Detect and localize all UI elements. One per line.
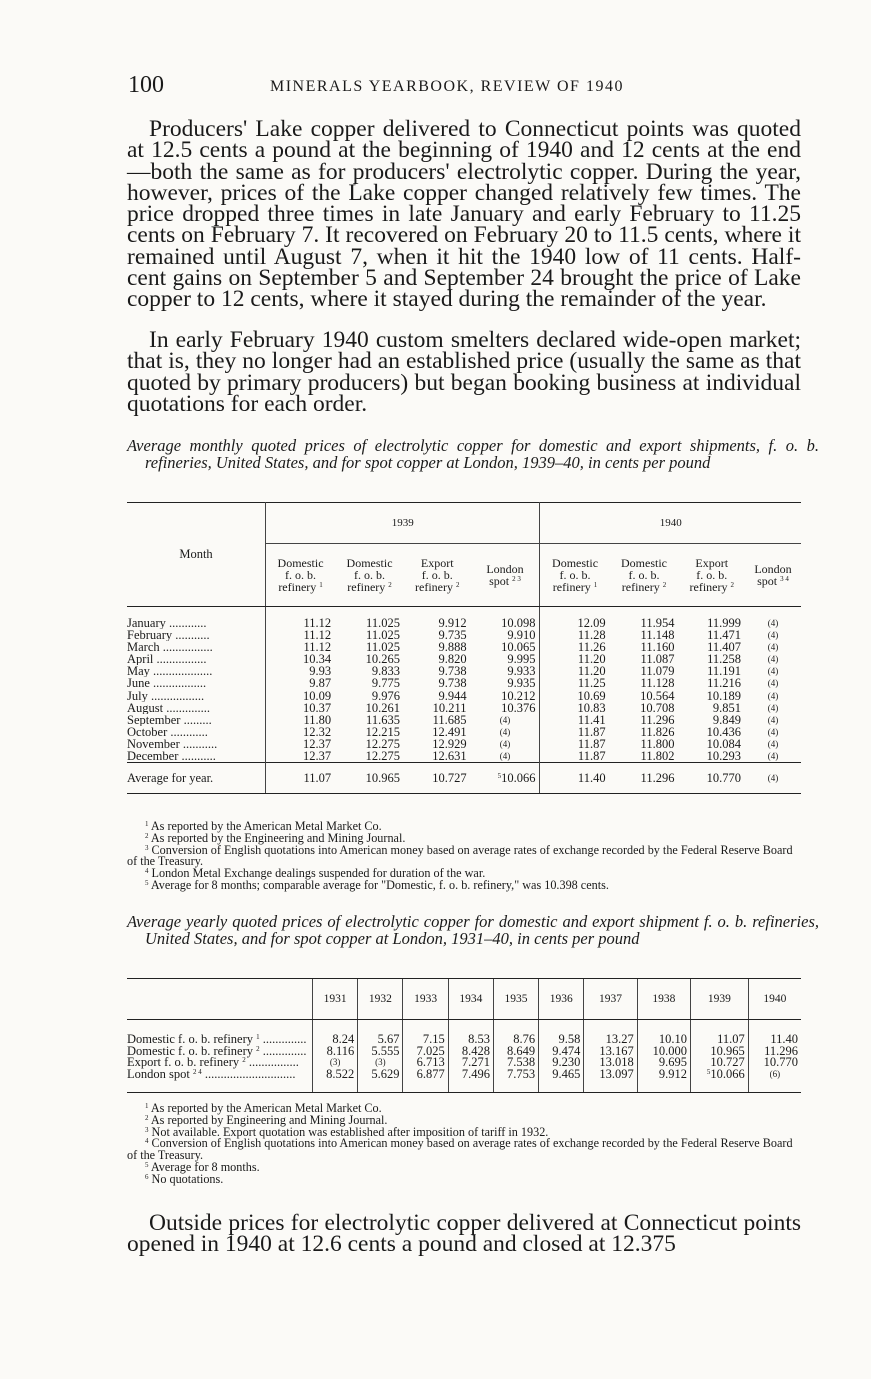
average-cell: 10.965: [335, 763, 404, 794]
paragraph-lake-copper: Producers' Lake copper delivered to Connecticut points was quoted at 12.5 cents a pound at the beginning of 1940 and 12 cents at the end—both the same as for producers' electrolytic copper. During the year, however, prices of the Lake copper changed relatively few times. The price dropped three times in late January and early February to 11.25 cents on February 7. It recovered on February 20 to 11.5 cents, where it remained until August 7, when it hit the 1940 low of 11 cents. Half-cent gains on September 5 and September 24 brought the price of Lake copper to 12 cents, where it stayed during the remainder of the year.: [127, 116, 801, 313]
price-cell: 11.87: [577, 724, 606, 739]
price-cell: 11.28: [577, 628, 606, 643]
price-cell: 11.635: [366, 712, 400, 727]
price-cell: 12.929: [432, 736, 467, 751]
footnote: $^4$ Conversion of English quotations into American money based on average rates of exchange recorded by the Federal Reserve Board of the Treasury.: [127, 1136, 793, 1163]
price-cell: 7.496: [448, 1069, 493, 1093]
price-cell: 12.32: [302, 724, 332, 739]
column-header: Domestic f. o. b. refinery $^2$: [335, 544, 404, 607]
column-header: Export f. o. b. refinery $^2$: [678, 544, 745, 607]
price-cell: 10.564: [640, 688, 675, 703]
price-cell: 5.67: [358, 1020, 403, 1046]
year-column-header: 1938: [637, 979, 690, 1020]
price-cell: 10.376: [471, 702, 540, 714]
price-cell: 11.12: [303, 628, 332, 643]
footnote: $^5$ Average for 8 months.: [145, 1159, 260, 1174]
price-cell: 10.69: [577, 688, 606, 703]
price-cell: 12.275: [365, 749, 400, 764]
paragraph-custom-smelters: In early February 1940 custom smelters declared wide-open market; that is, they no longer had an established price (usually the same as that quoted by primary producers) but began booking business at individual quotations for each order.: [127, 327, 801, 417]
price-cell: 9.910: [471, 629, 540, 641]
month-label: November ...........: [127, 738, 266, 750]
table-row: [127, 1069, 801, 1093]
year-group-1939: 1939: [266, 503, 540, 544]
price-cell: 10.09: [302, 688, 332, 703]
price-cell: 10.098: [471, 607, 540, 630]
price-cell: 9.912: [438, 616, 467, 630]
price-cell: 9.912: [637, 1069, 690, 1093]
price-cell: 7.753: [493, 1069, 538, 1093]
average-cell: 11.07: [266, 763, 336, 794]
price-cell: 11.26: [577, 640, 606, 655]
price-cell: 10.261: [365, 700, 400, 715]
year-column-header: 1937: [584, 979, 637, 1020]
price-cell: 11.41: [577, 712, 606, 727]
price-cell: 11.80: [303, 712, 332, 727]
price-cell: 10.10: [637, 1020, 690, 1046]
price-cell: 11.87: [577, 749, 606, 764]
price-cell: 11.160: [640, 640, 675, 655]
row-label: Domestic f. o. b. refinery $^1$ ..............: [127, 1032, 307, 1046]
price-cell: 8.76: [493, 1020, 538, 1046]
price-cell: 8.24: [313, 1020, 358, 1046]
price-cell: 7.025: [403, 1046, 448, 1058]
price-cell: (4): [767, 738, 779, 749]
price-cell: (4): [767, 678, 779, 689]
month-label: December ...........: [127, 750, 266, 763]
table-row: [127, 702, 801, 714]
price-cell: 9.833: [371, 664, 400, 679]
table-row: [127, 1020, 801, 1046]
row-label: Domestic f. o. b. refinery $^2$ ..............: [127, 1043, 307, 1058]
table-row: [127, 607, 801, 630]
price-cell: 9.93: [309, 664, 332, 679]
price-cell: 11.191: [707, 664, 742, 679]
price-cell: 9.474: [539, 1046, 584, 1058]
price-cell: (4): [767, 642, 779, 653]
price-cell: 13.097: [584, 1069, 637, 1093]
average-cell: 10.770: [678, 763, 745, 794]
price-cell: 9.738: [438, 676, 467, 691]
price-cell: 9.976: [371, 688, 400, 703]
price-cell: 10.189: [706, 688, 742, 703]
footnote: $^6$ No quotations.: [145, 1171, 224, 1186]
price-cell: 11.128: [640, 676, 675, 691]
price-cell: 10.000: [637, 1046, 690, 1058]
price-cell: 11.079: [640, 664, 675, 679]
price-cell: 10.265: [365, 652, 400, 667]
month-label: August ..............: [127, 702, 266, 714]
price-cell: 11.296: [748, 1046, 801, 1058]
footnote: $^4$ London Metal Exchange dealings suspended for duration of the war.: [145, 866, 486, 881]
price-cell: 5.555: [358, 1046, 403, 1058]
price-cell: (4): [767, 654, 779, 665]
month-label: March ................: [127, 641, 266, 653]
price-cell: 10.83: [577, 700, 606, 715]
price-cell: 12.275: [365, 736, 400, 751]
price-cell: 9.87: [309, 676, 332, 691]
footnote: $^1$ As reported by the American Metal Market Co.: [145, 819, 382, 833]
price-cell: (4): [767, 618, 779, 628]
price-cell: 11.826: [640, 724, 675, 739]
price-cell: 12.37: [302, 736, 332, 751]
price-cell: 11.025: [366, 628, 400, 643]
price-cell: (4): [471, 738, 540, 750]
price-cell: 13.018: [584, 1057, 637, 1069]
price-cell: 9.695: [637, 1057, 690, 1069]
price-cell: (4): [471, 726, 540, 738]
column-header: Domestic f. o. b. refinery $^1$: [540, 544, 610, 607]
price-cell: (4): [471, 750, 540, 763]
price-cell: 11.471: [707, 628, 742, 643]
price-cell: 9.775: [371, 676, 400, 691]
price-cell: 11.954: [640, 616, 675, 630]
price-cell: (3): [358, 1057, 403, 1069]
price-cell: 12.215: [365, 724, 400, 739]
month-label: October ............: [127, 726, 266, 738]
footnote: $^3$ Conversion of English quotations into American money based on average rates of exchange recorded by the Federal Reserve Board of the Treasury.: [127, 842, 793, 869]
price-cell: 10.212: [471, 690, 540, 702]
table1-caption: Average monthly quoted prices of electrolytic copper for domestic and export shipments, f. o. b. refineries, United States, and for spot copper at London, 1939–40, in cents per pound: [127, 436, 819, 472]
price-cell: (3): [313, 1057, 358, 1069]
price-cell: 8.649: [493, 1046, 538, 1058]
price-cell: 11.025: [366, 640, 400, 655]
price-cell: 8.522: [313, 1069, 358, 1093]
price-cell: 9.888: [438, 640, 467, 655]
price-cell: 6.877: [403, 1069, 448, 1093]
price-cell: 9.935: [471, 677, 540, 689]
price-cell: (4): [767, 702, 779, 713]
table1-footnotes: [127, 821, 801, 892]
row-label: Export f. o. b. refinery $^2$ ................: [127, 1055, 299, 1069]
price-cell: 11.087: [640, 652, 675, 667]
price-cell: 7.271: [448, 1057, 493, 1069]
price-cell: 13.27: [584, 1020, 637, 1046]
price-cell: 11.216: [707, 676, 742, 691]
year-column-header: 1931: [313, 979, 358, 1020]
price-cell: 12.491: [432, 724, 467, 739]
price-cell: 11.999: [707, 616, 742, 630]
price-cell: 5.629: [358, 1069, 403, 1093]
price-cell: 8.116: [313, 1046, 358, 1058]
price-cell: 10.770: [748, 1057, 801, 1069]
price-cell: 9.933: [471, 665, 540, 677]
price-cell: 9.230: [539, 1057, 584, 1069]
price-cell: 10.965: [690, 1046, 748, 1058]
price-cell: (6): [748, 1069, 801, 1093]
price-cell: 11.296: [640, 712, 675, 727]
monthly-prices-table: [127, 502, 801, 794]
price-cell: 9.849: [712, 712, 742, 727]
price-cell: 11.87: [577, 736, 606, 751]
price-cell: 9.735: [438, 628, 467, 643]
price-cell: 9.58: [539, 1020, 584, 1046]
average-cell: 11.40: [540, 763, 610, 794]
year-column-header: 1935: [493, 979, 538, 1020]
footnote: $^5$ Average for 8 months; comparable average for "Domestic, f. o. b. refinery," was 10.398 cents.: [145, 877, 609, 892]
price-cell: 11.20: [577, 664, 606, 679]
price-cell: 10.727: [690, 1057, 748, 1069]
year-column-header: 1934: [448, 979, 493, 1020]
price-cell: 11.685: [432, 712, 467, 727]
price-cell: (4): [767, 666, 779, 677]
year-column-header: 1933: [403, 979, 448, 1020]
price-cell: $^5$10.066: [690, 1069, 748, 1093]
running-title: MINERALS YEARBOOK, REVIEW OF 1940: [270, 78, 624, 95]
price-cell: 11.12: [303, 640, 332, 655]
year-column-header: 1932: [358, 979, 403, 1020]
price-cell: 6.713: [403, 1057, 448, 1069]
price-cell: 11.800: [640, 736, 675, 751]
price-cell: 8.428: [448, 1046, 493, 1058]
month-label: July .................: [127, 690, 266, 702]
month-label: February ...........: [127, 629, 266, 641]
year-column-header: 1936: [539, 979, 584, 1020]
column-header: Export f. o. b. refinery $^2$: [404, 544, 471, 607]
price-cell: (4): [767, 630, 779, 641]
table-row: [127, 690, 801, 702]
price-cell: 10.34: [302, 652, 332, 667]
price-cell: 10.293: [706, 749, 742, 764]
price-cell: 11.12: [303, 616, 332, 630]
column-header: Domestic f. o. b. refinery $^2$: [610, 544, 679, 607]
footnote: $^2$ As reported by the Engineering and Mining Journal.: [145, 830, 406, 845]
price-cell: 11.148: [640, 628, 675, 643]
month-label: May ...................: [127, 665, 266, 677]
price-cell: 11.407: [707, 640, 742, 655]
row-label: London spot $^{2 4}$ .............................: [127, 1069, 313, 1093]
price-cell: 11.40: [748, 1020, 801, 1046]
paragraph-outside-prices: Outside prices for electrolytic copper delivered at Connecticut points opened in 1940 at 12.6 cents a pound and closed at 12.375: [127, 1210, 801, 1258]
average-label: Average for year.: [127, 763, 266, 794]
price-cell: 9.851: [712, 700, 742, 715]
price-cell: 11.025: [366, 616, 400, 630]
month-column-header: Month: [127, 503, 266, 607]
price-cell: 10.37: [302, 700, 332, 715]
table2-caption: Average yearly quoted prices of electrolytic copper for domestic and export shipment f. o. b. refineries, United States, and for spot copper at London, 1931–40, in cents per pound: [127, 912, 819, 948]
footnote: $^1$ As reported by the American Metal Market Co.: [145, 1101, 382, 1115]
year-column-header: 1940: [748, 979, 801, 1020]
price-cell: 12.37: [302, 749, 332, 764]
price-cell: 10.065: [471, 641, 540, 653]
price-cell: 9.995: [471, 653, 540, 665]
price-cell: 12.631: [432, 749, 467, 764]
average-cell: 11.296: [610, 763, 679, 794]
price-cell: 7.538: [493, 1057, 538, 1069]
column-header: London spot $^{2 3}$: [471, 544, 540, 607]
price-cell: 11.20: [577, 652, 606, 667]
price-cell: 11.25: [577, 676, 606, 691]
average-row: [127, 763, 801, 794]
price-cell: 9.944: [438, 688, 467, 703]
price-cell: (4): [767, 714, 779, 725]
price-cell: (4): [767, 726, 779, 737]
footnote: $^3$ Not available. Export quotation was established after imposition of tariff in 1932.: [145, 1124, 549, 1139]
column-header: London spot $^{3 4}$: [745, 544, 801, 607]
column-header: Domestic f. o. b. refinery $^1$: [266, 544, 336, 607]
footnote: $^2$ As reported by Engineering and Mining Journal.: [145, 1112, 388, 1127]
price-cell: 10.211: [432, 700, 467, 715]
price-cell: 7.15: [403, 1020, 448, 1046]
price-cell: (4): [471, 714, 540, 726]
table-row: [127, 677, 801, 689]
price-cell: 10.708: [640, 700, 675, 715]
table2-footnotes: [127, 1103, 801, 1186]
average-cell: 10.727: [404, 763, 471, 794]
yearly-prices-table: [127, 978, 801, 1093]
price-cell: (4): [767, 690, 779, 701]
month-label: April ................: [127, 653, 266, 665]
page-number: 100: [128, 72, 164, 98]
month-label: January ............: [127, 607, 266, 630]
average-cell: (4): [745, 763, 801, 794]
price-cell: 8.53: [448, 1020, 493, 1046]
price-cell: 11.07: [690, 1020, 748, 1046]
price-cell: 9.465: [539, 1069, 584, 1093]
price-cell: 9.820: [438, 652, 467, 667]
price-cell: (4): [767, 751, 779, 762]
table-row: [127, 750, 801, 763]
price-cell: 11.258: [707, 652, 742, 667]
month-label: June .................: [127, 677, 266, 689]
price-cell: 11.802: [640, 749, 675, 764]
price-cell: 10.084: [706, 736, 742, 751]
table2-corner: [127, 979, 313, 1020]
month-label: September .........: [127, 714, 266, 726]
price-cell: 10.436: [706, 724, 742, 739]
price-cell: 13.167: [584, 1046, 637, 1058]
price-cell: 12.09: [577, 616, 606, 630]
average-cell: $^5$10.066: [471, 763, 540, 794]
price-cell: 9.738: [438, 664, 467, 679]
year-group-1940: 1940: [540, 503, 801, 544]
year-column-header: 1939: [690, 979, 748, 1020]
